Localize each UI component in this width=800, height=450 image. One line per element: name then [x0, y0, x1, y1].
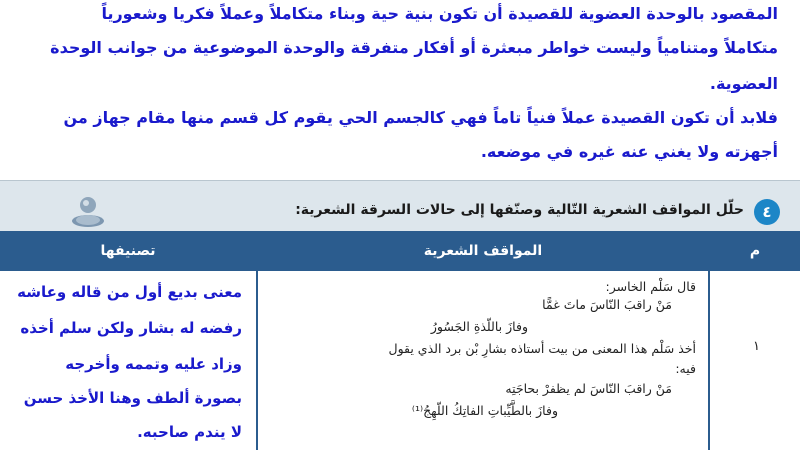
- intro-line: المقصود بالوحدة العضوية للقصيدة أن تكون بنية حية وبناء متكاملاً وعملاً فكريا وشعورياً: [101, 4, 778, 23]
- intro-line: فلابد أن تكون القصيدة عملاً فنياً تاماً فهي كالجسم الحي يقوم كل قسم منها مقام جهاز من: [63, 108, 778, 127]
- classification-cell: [0, 271, 256, 450]
- user-group-icon: [70, 193, 106, 227]
- quote-line: مَنْ راقبَ النّاسَ لم يظفرْ بحاجَتِه: [505, 381, 672, 396]
- column-divider: [708, 231, 710, 450]
- header-poetic-positions: المواقف الشعرية: [258, 231, 708, 271]
- quote-line: مَنْ راقبَ النّاسَ ماتَ غمًّا: [542, 297, 672, 312]
- quote-line: فيه:: [675, 361, 696, 376]
- classification-line: معنى بديع أول من قاله وعاشه: [17, 283, 242, 301]
- intro-line: متكاملاً ومتنامياً وليست خواطر مبعثرة أو أفكار متفرقة والوحدة الموضوعية من جوانب الوحدة: [50, 38, 778, 57]
- header-number: م: [710, 231, 800, 271]
- quote-line: قال سَلْم الخاسر:: [605, 279, 696, 294]
- quote-line: أخذ سَلْم هذا المعنى من بيت أستاذه بشارِ بْن برد الذي يقول: [388, 341, 696, 356]
- poetic-positions-cell: [258, 271, 708, 450]
- quote-line: وفازَ بالطَّيِّباتِ الفاتِكُ اللّهِجُ⁽¹⁾: [411, 403, 558, 418]
- quote-line: وفازَ باللّذةِ الجَسُورُ: [430, 319, 528, 334]
- classification-line: بصورة ألطف وهنا الأخذ حسن: [23, 389, 242, 407]
- intro-line: العضوية.: [709, 74, 778, 93]
- classification-line: لا يندم صاحبه.: [137, 423, 242, 441]
- header-classification: تصنيفها: [0, 231, 256, 271]
- intro-line: أجهزته ولا يغني عنه غيره في موضعه.: [480, 142, 778, 161]
- row-number: ١: [753, 339, 760, 354]
- task-header: [0, 181, 800, 231]
- task-title: حلّل المواقف الشعرية التّالية وصنّفها إلى حالات السرقة الشعرية:: [295, 202, 744, 218]
- column-divider: [256, 231, 258, 450]
- row-number-cell: [710, 271, 800, 450]
- task-number-badge: ٤: [754, 199, 780, 225]
- analysis-table: [0, 231, 800, 450]
- exercise-section: [0, 180, 800, 450]
- classification-line: وزاد عليه وتممه وأخرجه: [65, 355, 242, 373]
- intro-paragraph: [0, 0, 800, 165]
- classification-line: رفضه له بشار ولكن سلم أخذه: [20, 319, 242, 337]
